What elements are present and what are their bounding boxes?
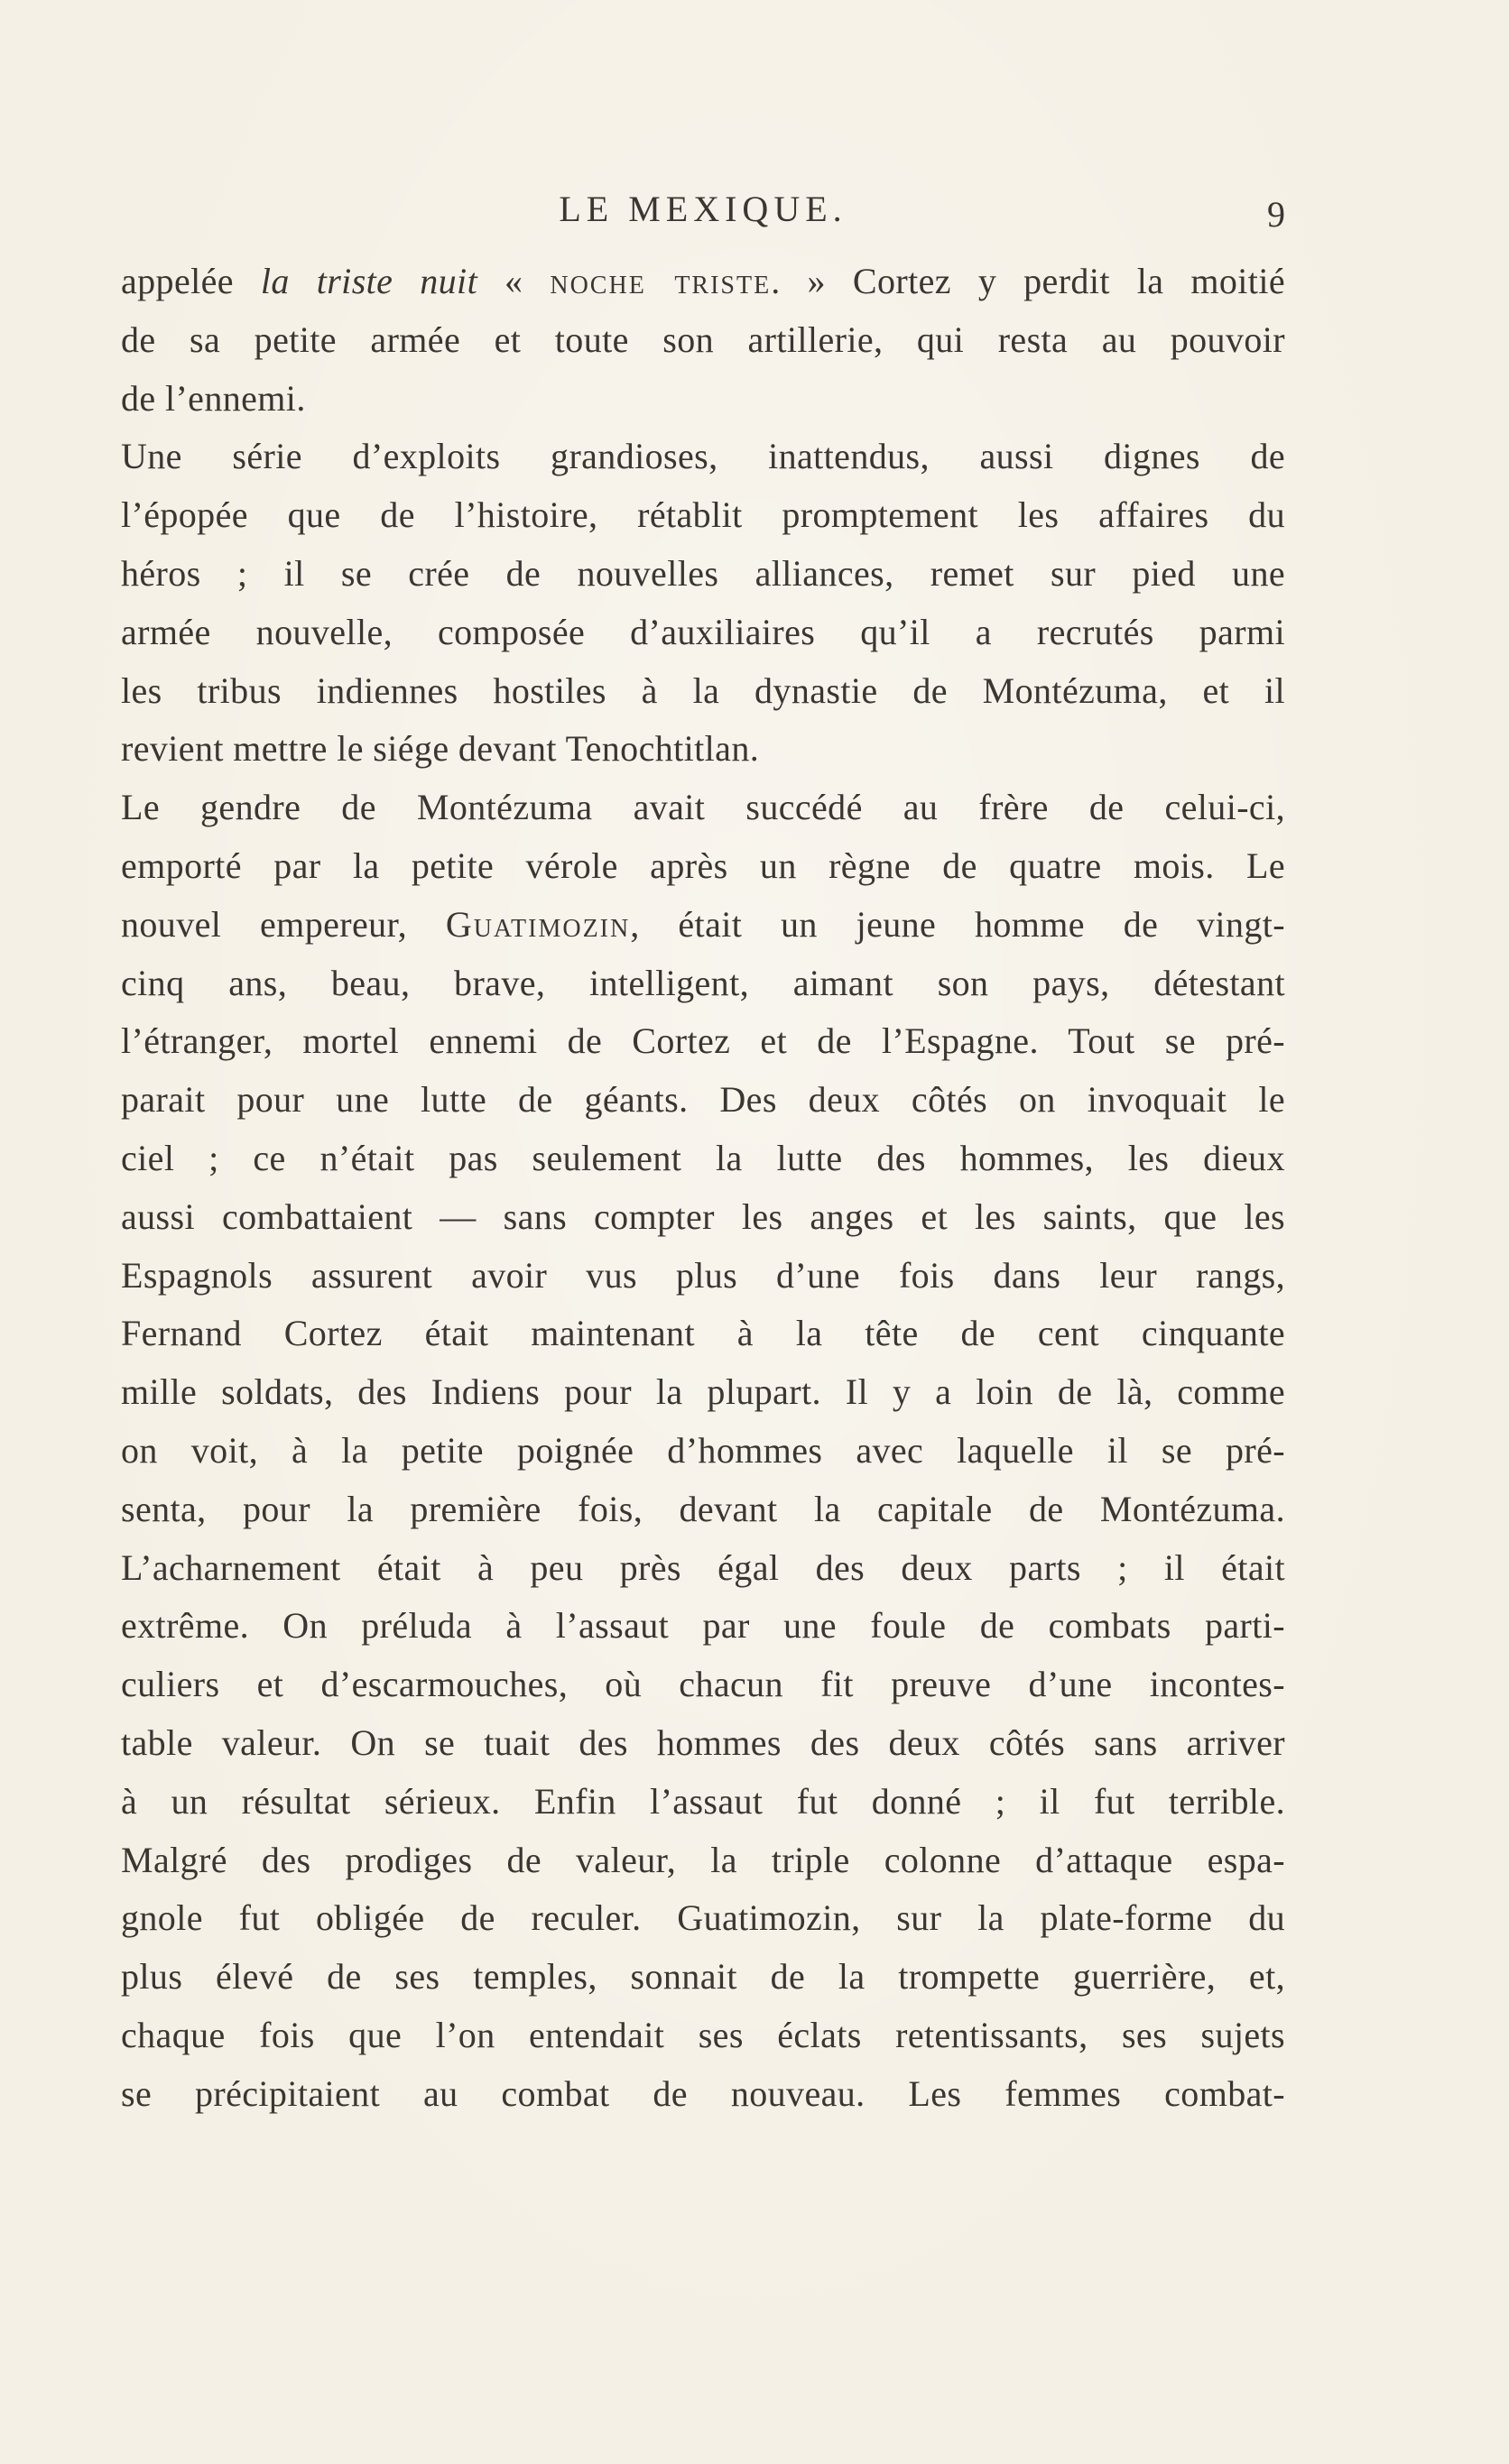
text-line: l’épopée que de l’histoire, rétablit promptement les affaires du (121, 494, 1285, 536)
small-caps-phrase: noche triste (550, 261, 772, 301)
text-line: les tribus indiennes hostiles à la dynastie de Montézuma, et il (121, 669, 1285, 711)
text-span: , était un jeune homme de vingt- (630, 903, 1285, 945)
text-line: parait pour une lutte de géants. Des deux côtés on invoquait le (121, 1079, 1285, 1121)
text-line: mille soldats, des Indiens pour la plupart. Il y a loin de là, comme (121, 1371, 1285, 1413)
small-caps-name: Guatimozin (445, 903, 631, 945)
italic-phrase: la triste nuit (260, 261, 478, 301)
page-number: 9 (1267, 194, 1285, 235)
text-line: chaque fois que l’on entendait ses éclats retentissants, ses sujets (121, 2014, 1285, 2055)
text-line: senta, pour la première fois, devant la capitale de Montézuma. (121, 1488, 1285, 1529)
text-span: nouvel empereur, (121, 903, 446, 945)
text-line: de sa petite armée et toute son artillerie, qui resta au pouvoir (121, 318, 1285, 360)
text-line: ciel ; ce n’était pas seulement la lutte des hommes, les dieux (121, 1137, 1285, 1178)
text-line (121, 253, 1285, 311)
text-line: de l’ennemi. (121, 377, 306, 419)
text-line: cinq ans, beau, brave, intelligent, aimant son pays, détestant (121, 962, 1285, 1003)
text-span: appelée (121, 261, 261, 301)
page-header (121, 188, 1285, 242)
text-line: L’acharnement était à peu près égal des deux parts ; il était (121, 1546, 1285, 1588)
text-line: Une série d’exploits grandioses, inattendus, aussi dignes de (121, 436, 1285, 477)
text-line: Le gendre de Montézuma avait succédé au frère de celui-ci, (121, 787, 1285, 828)
text-line (121, 896, 1285, 955)
text-span: « (477, 261, 551, 301)
text-line: Espagnols assurent avoir vus plus d’une fois dans leur rangs, (121, 1254, 1285, 1296)
text-line: on voit, à la petite poignée d’hommes avec laquelle il se pré- (121, 1429, 1285, 1471)
text-line: héros ; il se crée de nouvelles alliances, remet sur pied une (121, 552, 1285, 594)
text-line: emporté par la petite vérole après un règne de quatre mois. Le (121, 844, 1285, 886)
text-line: Malgré des prodiges de valeur, la triple colonne d’attaque espa- (121, 1839, 1285, 1880)
text-line: culiers et d’escarmouches, où chacun fit preuve d’une incontes- (121, 1664, 1285, 1705)
text-line: se précipitaient au combat de nouveau. Les femmes combat- (121, 2072, 1285, 2114)
text-line: table valeur. On se tuait des hommes des deux côtés sans arriver (121, 1721, 1285, 1763)
running-title: LE MEXIQUE. (559, 189, 847, 229)
text-line: l’étranger, mortel ennemi de Cortez et de l’Espagne. Tout se pré- (121, 1020, 1285, 1062)
text-line: plus élevé de ses temples, sonnait de la trompette guerrière, et, (121, 1956, 1285, 1998)
text-line: aussi combattaient — sans compter les anges et les saints, que les (121, 1195, 1285, 1237)
text-line: armée nouvelle, composée d’auxiliaires qu’il a recrutés parmi (121, 611, 1285, 652)
text-line: extrême. On préluda à l’assaut par une foule de combats parti- (121, 1605, 1285, 1647)
body-text (121, 253, 1285, 2124)
text-line: Fernand Cortez était maintenant à la tête de cent cinquante (121, 1313, 1285, 1354)
text-line: gnole fut obligée de reculer. Guatimozin, sur la plate-forme du (121, 1897, 1285, 1939)
text-line: à un résultat sérieux. Enfin l’assaut fut donné ; il fut terrible. (121, 1780, 1285, 1822)
text-line: revient mettre le siége devant Tenochtitlan. (121, 728, 760, 770)
text-span: . » Cortez y perdit la moitié (771, 261, 1285, 301)
